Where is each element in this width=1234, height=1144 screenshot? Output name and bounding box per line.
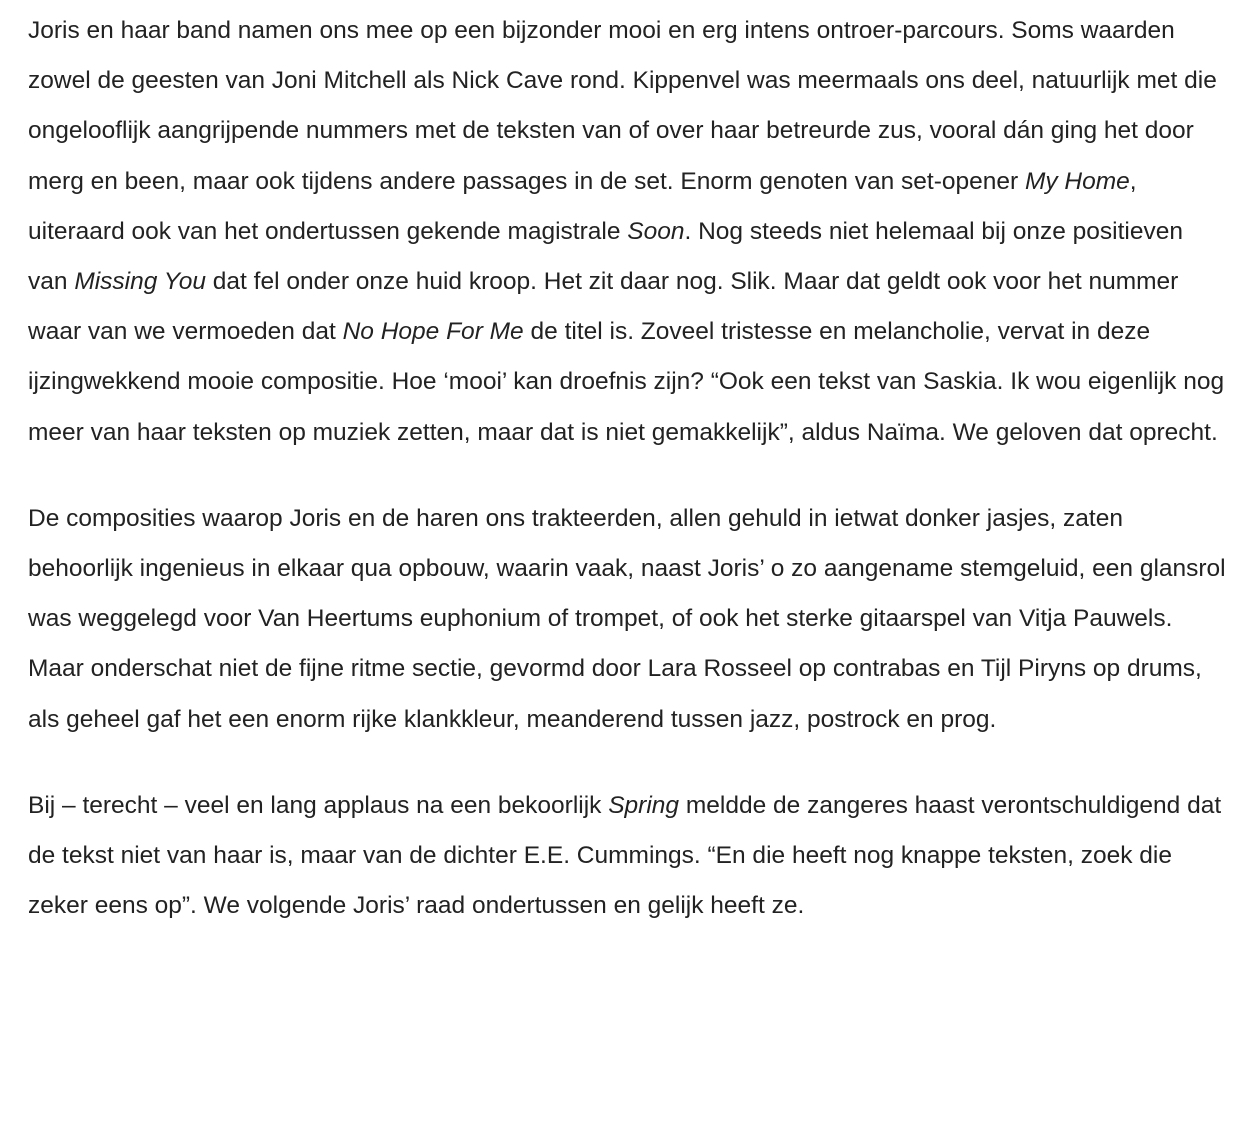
song-title-spring: Spring (608, 791, 680, 819)
song-title-soon: Soon (627, 217, 685, 245)
song-title-my-home: My Home (1024, 167, 1130, 195)
text-segment: , uiteraard ook van het ondertussen gekende magistrale (28, 167, 1137, 245)
text-segment: meldde de zangeres haast verontschuldigend dat de tekst niet van haar is, maar van de dichter E.E. Cummings. “En die heeft nog knappe teksten, zoek die zeker eens op”. We volgende Joris’ raad ondertussen en gelijk heeft ze. (28, 791, 1222, 920)
text-segment: . Nog steeds niet helemaal bij onze positieven van (28, 217, 1183, 296)
text-segment: Bij – terecht – veel en lang applaus na een bekoorlijk (28, 791, 609, 819)
text-segment: dat fel onder onze huid kroop. Het zit daar nog. Slik. Maar dat geldt ook voor het nummer waar van we vermoeden dat (28, 268, 1179, 346)
paragraph-2 (28, 494, 1228, 745)
song-title-missing-you: Missing You (74, 268, 206, 296)
text-segment: de titel is. Zoveel tristesse en melancholie, vervat in deze ijzingwekkend mooie compositie. Hoe ‘mooi’ kan droefnis zijn? “Ook een tekst van Saskia. Ik wou eigenlijk nog meer van haar teksten op muziek zetten, maar dat is niet gemakkelijk”, aldus Naïma. We geloven dat oprecht. (28, 318, 1225, 446)
article-body (28, 6, 1228, 931)
text-segment: De composities waarop Joris en de haren ons trakteerden, allen gehuld in ietwat donker jasjes, zaten behoorlijk ingenieus in elkaar qua opbouw, waarin vaak, naast Joris’ o zo aangename stemgeluid, een glansrol was weggelegd voor Van Heertums euphonium of trompet, of ook het sterke gitaarspel van Vitja Pauwels. Maar onderschat niet de fijne ritme sectie, gevormd door Lara Rosseel op contrabas en Tijl Piryns op drums, als geheel gaf het een enorm rijke klankkleur, meanderend tussen jazz, postrock en prog. (28, 504, 1226, 733)
paragraph-1 (28, 6, 1228, 458)
song-title-no-hope-for-me: No Hope For Me (342, 318, 524, 346)
text-segment: Joris en haar band namen ons mee op een bijzonder mooi en erg intens ontroer-parcours. Soms waarden zowel de geesten van Joni Mitchell als Nick Cave rond. Kippenvel was meermaals ons deel, natuurlijk met die ongelooflijk aangrijpende nummers met de teksten van of over haar betreurde zus, vooral dán ging het door merg en been, maar ook tijdens andere passages in de set. Enorm genoten van set-opener (28, 17, 1217, 195)
paragraph-3 (28, 781, 1228, 932)
